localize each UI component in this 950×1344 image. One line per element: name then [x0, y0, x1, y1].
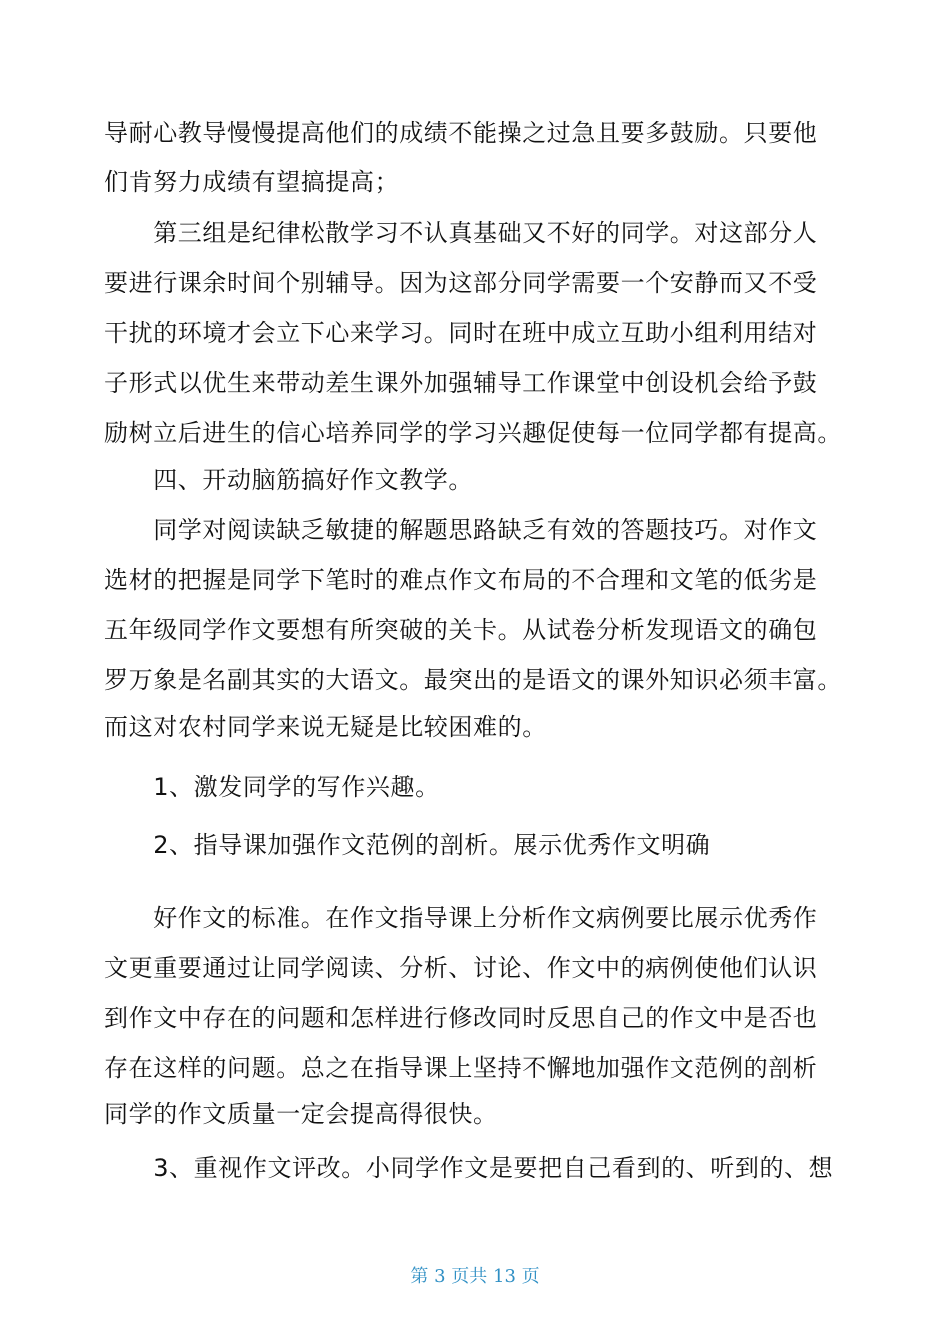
text-line: 好作文的标准。在作文指导课上分析作文病例要比展示优秀作	[104, 904, 818, 932]
list-item: 3、重视作文评改。小同学作文是要把自己看到的、听到的、想	[104, 1154, 834, 1182]
text-line: 要进行课余时间个别辅导。因为这部分同学需要一个安静而又不受	[104, 269, 818, 297]
page-number-footer: 第 3 页共 13 页	[410, 1266, 540, 1287]
text-line: 干扰的环境才会立下心来学习。同时在班中成立互助小组利用结对	[104, 319, 818, 347]
text-line: 罗万象是名副其实的大语文。最突出的是语文的课外知识必须丰富。	[104, 666, 842, 694]
text-line: 同学的作文质量一定会提高得很快。	[104, 1100, 498, 1128]
text-line: 存在这样的问题。总之在指导课上坚持不懈地加强作文范例的剖析	[104, 1054, 818, 1082]
list-item: 2、指导课加强作文范例的剖析。展示优秀作文明确	[104, 831, 711, 859]
section-heading: 四、开动脑筋搞好作文教学。	[104, 466, 473, 494]
text-line: 而这对农村同学来说无疑是比较困难的。	[104, 713, 547, 741]
text-line: 到作文中存在的问题和怎样进行修改同时反思自己的作文中是否也	[104, 1004, 818, 1032]
text-line: 文更重要通过让同学阅读、分析、讨论、作文中的病例使他们认识	[104, 954, 818, 982]
text-line: 导耐心教导慢慢提高他们的成绩不能操之过急且要多鼓励。只要他	[104, 119, 818, 147]
text-line: 同学对阅读缺乏敏捷的解题思路缺乏有效的答题技巧。对作文	[104, 516, 818, 544]
text-line: 选材的把握是同学下笔时的难点作文布局的不合理和文笔的低劣是	[104, 566, 818, 594]
list-item: 1、激发同学的写作兴趣。	[104, 773, 440, 801]
text-line: 第三组是纪律松散学习不认真基础又不好的同学。对这部分人	[104, 219, 818, 247]
text-line: 子形式以优生来带动差生课外加强辅导工作课堂中创设机会给予鼓	[104, 369, 818, 397]
text-line: 五年级同学作文要想有所突破的关卡。从试卷分析发现语文的确包	[104, 616, 818, 644]
text-line: 励树立后进生的信心培养同学的学习兴趣促使每一位同学都有提高。	[104, 419, 842, 447]
text-line: 们肯努力成绩有望搞提高；	[104, 168, 400, 196]
